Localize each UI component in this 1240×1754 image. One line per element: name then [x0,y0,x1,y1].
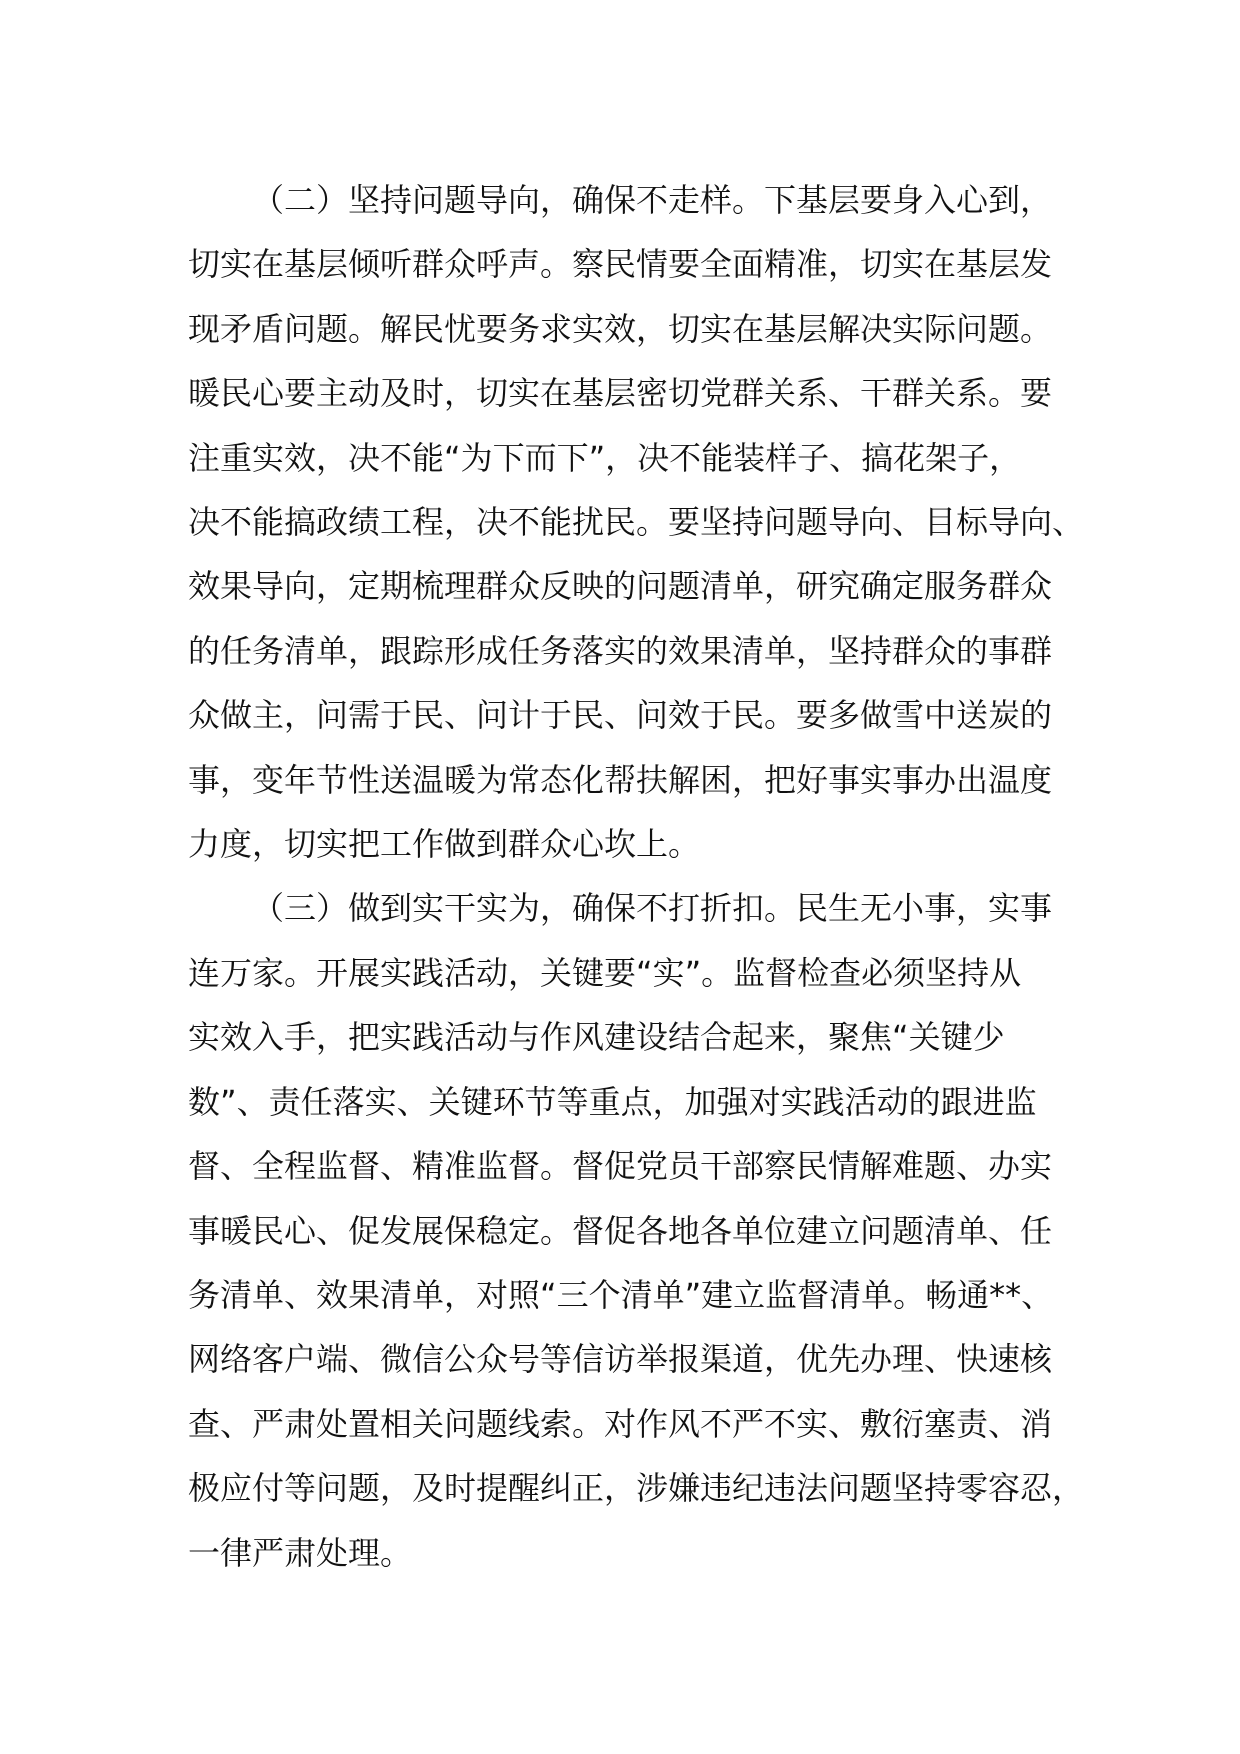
text-line: 效果导向，定期梳理群众反映的问题清单，研究确定服务群众 [188,567,1053,606]
text-line: 务清单、效果清单，对照“三个清单”建立监督清单。畅通**、 [188,1275,1054,1314]
text-line: 事，变年节性送温暖为常态化帮扶解困，把好事实事办出温度 [188,760,1053,799]
paragraph-2 [188,168,1085,876]
text-line: 查、严肃处置相关问题线索。对作风不严不实、敷衍塞责、消 [188,1404,1053,1443]
text-line: 数”、责任落实、关键环节等重点，加强对实践活动的跟进监 [188,1082,1037,1121]
text-line: （三）做到实干实为，确保不打折扣。民生无小事，实事 [252,889,1053,928]
text-line: 连万家。开展实践活动，关键要“实”。监督检查必须坚持从 [188,953,1022,992]
text-line: 暖民心要主动及时，切实在基层密切党群关系、干群关系。要 [188,374,1053,413]
text-line: 实效入手，把实践活动与作风建设结合起来，聚焦“关键少 [188,1018,1005,1057]
text-line: 督、全程监督、精准监督。督促党员干部察民情解难题、办实 [188,1147,1053,1186]
text-line: 力度，切实把工作做到群众心坎上。 [188,825,701,864]
text-line: 网络客户端、微信公众号等信访举报渠道，优先办理、快速核 [188,1340,1053,1379]
text-line: 一律严肃处理。 [188,1533,413,1572]
text-line: 注重实效，决不能“为下而下”，决不能装样子、搞花架子， [188,438,1022,477]
text-line: （二）坚持问题导向，确保不走样。下基层要身入心到， [252,181,1053,219]
text-line: 的任务清单，跟踪形成任务落实的效果清单，坚持群众的事群 [188,631,1053,670]
text-line: 切实在基层倾听群众呼声。察民情要全面精准，切实在基层发 [188,245,1053,284]
text-line: 极应付等问题，及时提醒纠正，涉嫌违纪违法问题坚持零容忍， [188,1469,1085,1508]
text-line: 众做主，问需于民、问计于民、问效于民。要多做雪中送炭的 [188,696,1053,735]
text-line: 决不能搞政绩工程，决不能扰民。要坚持问题导向、目标导向、 [188,503,1085,542]
text-line: 事暖民心、促发展保稳定。督促各地各单位建立问题清单、任 [188,1211,1053,1250]
document-body [188,168,1085,1585]
paragraph-3 [188,876,1085,1584]
text-line: 现矛盾问题。解民忧要务求实效，切实在基层解决实际问题。 [188,309,1053,348]
